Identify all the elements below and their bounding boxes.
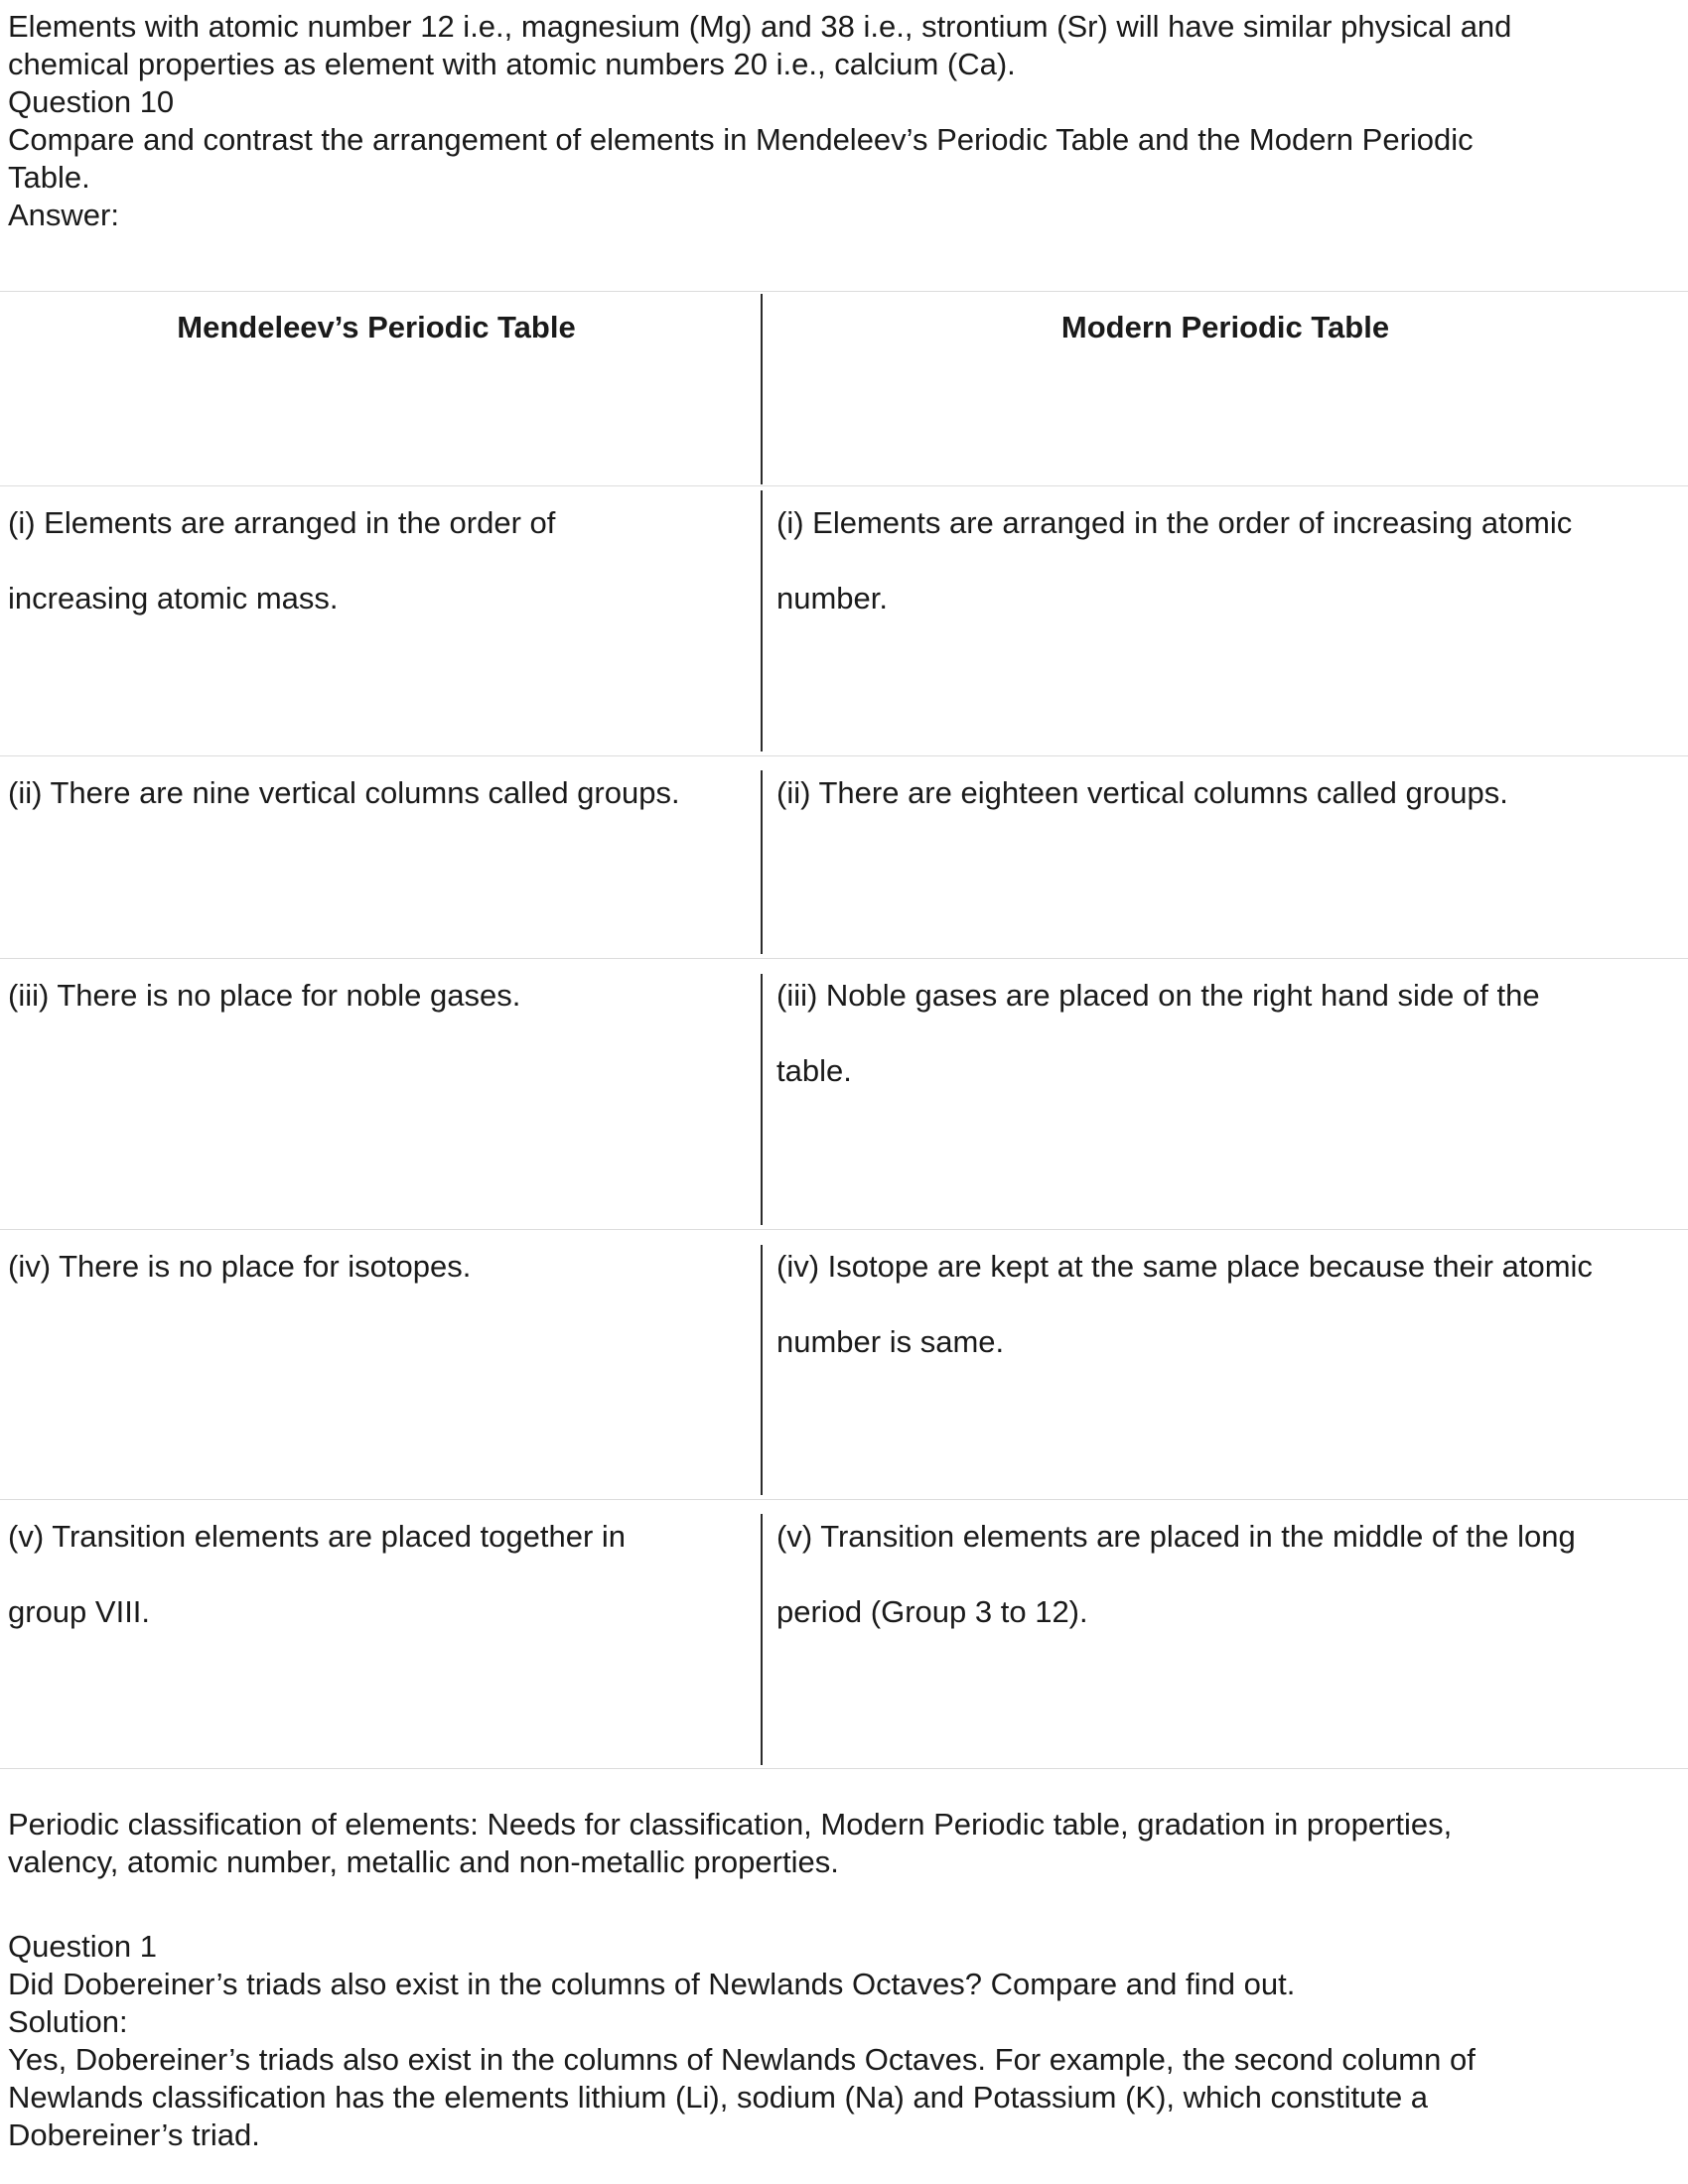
cell-line: (v) Transition elements are placed in the middle of the long (776, 1519, 1576, 1554)
intro-line: Elements with atomic number 12 i.e., magnesium (Mg) and 38 i.e., strontium (Sr) will have similar physical and (8, 9, 1512, 44)
table-cell-right (776, 485, 1572, 636)
cell-line: (iii) Noble gases are placed on the right hand side of the (776, 978, 1540, 1013)
table-header-modern: Modern Periodic Table (1060, 310, 1390, 344)
cell-line: group VIII. (8, 1594, 151, 1629)
cell-line: (i) Elements are arranged in the order of (8, 505, 556, 540)
comparison-table (0, 291, 1688, 1768)
cell-line: period (Group 3 to 12). (776, 1594, 1088, 1629)
table-cell-right (776, 1499, 1576, 1650)
solution-label: Solution: (8, 2004, 128, 2039)
table-row-divider (0, 1768, 1688, 1769)
table-cell-left (8, 1229, 471, 1304)
cell-line: (iv) There is no place for isotopes. (8, 1249, 472, 1284)
question-10-text (8, 121, 1666, 197)
question-10-label: Question 10 (8, 84, 175, 119)
intro-line: chemical properties as element with atomic numbers 20 i.e., calcium (Ca). (8, 47, 1016, 81)
solution-paragraph (8, 2041, 1666, 2154)
table-cell-right (776, 1229, 1593, 1380)
intro-paragraph (8, 8, 1666, 83)
topic-paragraph (8, 1806, 1666, 1881)
table-column-divider (761, 770, 763, 954)
table-header-mendeleev: Mendeleev’s Periodic Table (177, 310, 576, 344)
topic-line: Periodic classification of elements: Needs for classification, Modern Periodic table, gradation in properties, (8, 1807, 1453, 1842)
table-cell-left (8, 1499, 626, 1650)
cell-line: (iii) There is no place for noble gases. (8, 978, 521, 1013)
table-cell-left (8, 958, 520, 1033)
table-column-divider (761, 490, 763, 751)
question-10-line: Table. (8, 160, 90, 195)
table-row-divider (0, 291, 1688, 292)
cell-line: (v) Transition elements are placed together in (8, 1519, 627, 1554)
cell-line: number. (776, 581, 889, 615)
cell-line: (i) Elements are arranged in the order of increasing atomic (776, 505, 1573, 540)
table-column-divider (761, 1514, 763, 1765)
cell-line: table. (776, 1053, 852, 1088)
question-1-text: Did Dobereiner’s triads also exist in the columns of Newlands Octaves? Compare and find out. (8, 1967, 1296, 2001)
question-10-line: Compare and contrast the arrangement of elements in Mendeleev’s Periodic Table and the Modern Periodic (8, 122, 1474, 157)
table-cell-right (776, 755, 1508, 831)
topic-line: valency, atomic number, metallic and non-metallic properties. (8, 1844, 839, 1879)
table-cell-left (8, 755, 680, 831)
solution-line: Newlands classification has the elements lithium (Li), sodium (Na) and Potassium (K), which constitute a (8, 2080, 1429, 2115)
solution-line: Dobereiner’s triad. (8, 2117, 260, 2152)
question-1-label: Question 1 (8, 1929, 157, 1964)
cell-line: (iv) Isotope are kept at the same place because their atomic (776, 1249, 1593, 1284)
table-cell-right (776, 958, 1540, 1109)
table-column-divider (761, 1245, 763, 1495)
cell-line: (ii) There are nine vertical columns called groups. (8, 775, 680, 810)
cell-line: (ii) There are eighteen vertical columns called groups. (776, 775, 1508, 810)
table-column-divider (761, 974, 763, 1225)
table-cell-left (8, 485, 555, 636)
answer-label: Answer: (8, 198, 119, 232)
cell-line: increasing atomic mass. (8, 581, 339, 615)
cell-line: number is same. (776, 1324, 1005, 1359)
solution-line: Yes, Dobereiner’s triads also exist in the columns of Newlands Octaves. For example, the second column of (8, 2042, 1476, 2077)
